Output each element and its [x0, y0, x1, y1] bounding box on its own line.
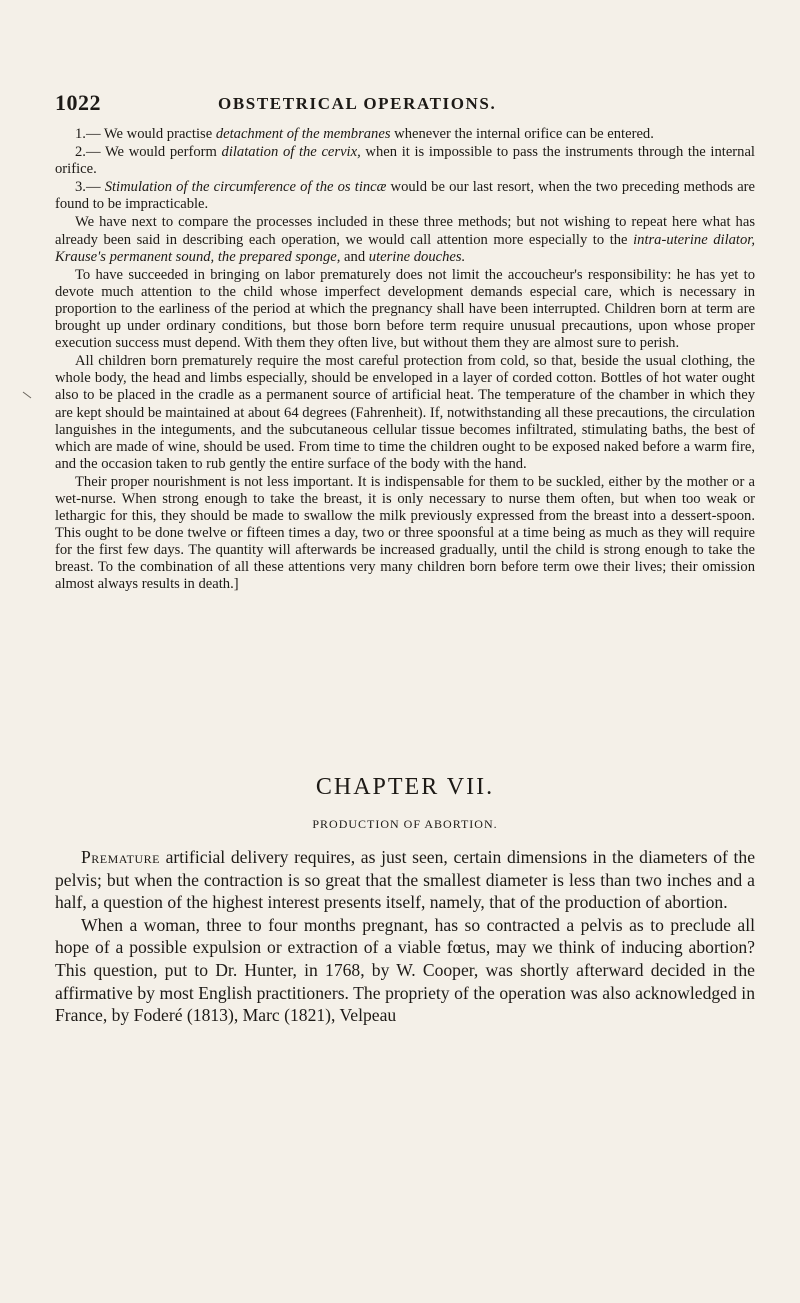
- paragraph-comparison: We have next to compare the processes included in these three methods; but not wishing to repeat here what has already been said in describing each operation, we would call attention more especially to the intra-uterine dilator, Krause's permanent sound, the prepared sponge, and uterine douches.: [55, 214, 755, 265]
- main-text-section: [55, 846, 755, 1027]
- chapter-subtitle: PRODUCTION OF ABORTION.: [312, 817, 498, 831]
- margin-check-mark-icon: [22, 390, 32, 400]
- page-number: 1022: [55, 90, 101, 115]
- emphasis: uterine douches.: [368, 248, 466, 265]
- lead-word: Premature: [81, 847, 160, 867]
- paragraph-method-3: 3.— Stimulation of the circumference of the os tincæ would be our last resort, when the two preceding methods are found to be impracticable.: [55, 179, 756, 213]
- chapter-title: CHAPTER VII.: [315, 774, 495, 800]
- paragraph-nourishment: Their proper nourishment is not less important. It is indispensable for them to be suckled, either by the mother or a wet-nurse. When strong enough to take the breast, it is only necessary to nurse them often, but when too weak or lethargic for this, they should be made to swallow the milk previously expressed from the breast into a dessert-spoon. This ought to be done twelve or fifteen times a day, two or three spoonsful at a time being as much as they will require for the first few days. The quantity will afterwards be increased gradually, until the child is strong enough to take the breast. To the combination of all these attentions very many children born before term owe their lives; their omission almost always results in death.]: [55, 473, 755, 593]
- paragraph-method-2: 2.— We would perform dilatation of the cervix, when it is impossible to pass the instruments through the internal orifice.: [55, 144, 755, 178]
- paragraph-abortion-question: When a woman, three to four months pregnant, has so contracted a pelvis as to preclude all hope of a possible expulsion or extraction of a viable fœtus, may we think of inducing abortion? This question, put to Dr. Hunter, in 1768, by W. Cooper, was shortly afterward decided in the affirmative by most English practitioners. The propriety of the operation was also acknowledged in France, by Foderé (1813), Marc (1821), Velpeau: [55, 914, 755, 1026]
- emphasis: intra-uterine dilator, Krause's permanent sound, the prepared sponge,: [55, 231, 755, 265]
- paragraph-method-1: 1.— We would practise detachment of the membranes whenever the internal orifice can be entered.: [75, 126, 654, 142]
- emphasis: Stimulation of the circumference of the os tincæ: [104, 179, 387, 196]
- emphasis: detachment of the membranes: [215, 126, 391, 142]
- paragraph-responsibility: To have succeeded in bringing on labor prematurely does not limit the accoucheur's responsibility: he has yet to devote much attention to the child whose imperfect development demands especial care, which is necessary in proportion to the earliness of the period at which the pregnancy shall have been interrupted. Children born at term are brought up under ordinary conditions, but those born before term require unusual precautions, upon whose proper execution success must depend. With them they often live, but without them they are almost sure to perish.: [55, 266, 755, 352]
- small-print-section: [55, 126, 755, 595]
- emphasis: dilatation of the cervix,: [221, 144, 361, 161]
- running-head: [55, 90, 755, 114]
- paragraph-premature-delivery: Premature artificial delivery requires, as just seen, certain dimensions in the diameters of the pelvis; but when the contraction is so great that the smallest diameter is less than two inches and a half, a question of the highest interest presents itself, namely, that of the production of abortion.: [55, 847, 755, 913]
- paragraph-protection: All children born prematurely require the most careful protection from cold, so that, beside the usual clothing, the whole body, the head and limbs especially, should be enveloped in a layer of corded cotton. Bottles of hot water ought also to be placed in the cradle as a permanent source of artificial heat. The temperature of the chamber in which they are kept should be maintained at about 64 degrees (Fahrenheit). If, notwithstanding all these precautions, the circulation languishes in the integuments, and the subcutaneous cellular tissue becomes infiltrated, stimulating baths, the best of which are made of wine, should be used. From time to time the children ought to be exposed naked before a warm fire, and the occasion taken to rub gently the entire surface of the body with the hand.: [55, 353, 755, 472]
- running-title: OBSTETRICAL OPERATIONS.: [218, 94, 497, 113]
